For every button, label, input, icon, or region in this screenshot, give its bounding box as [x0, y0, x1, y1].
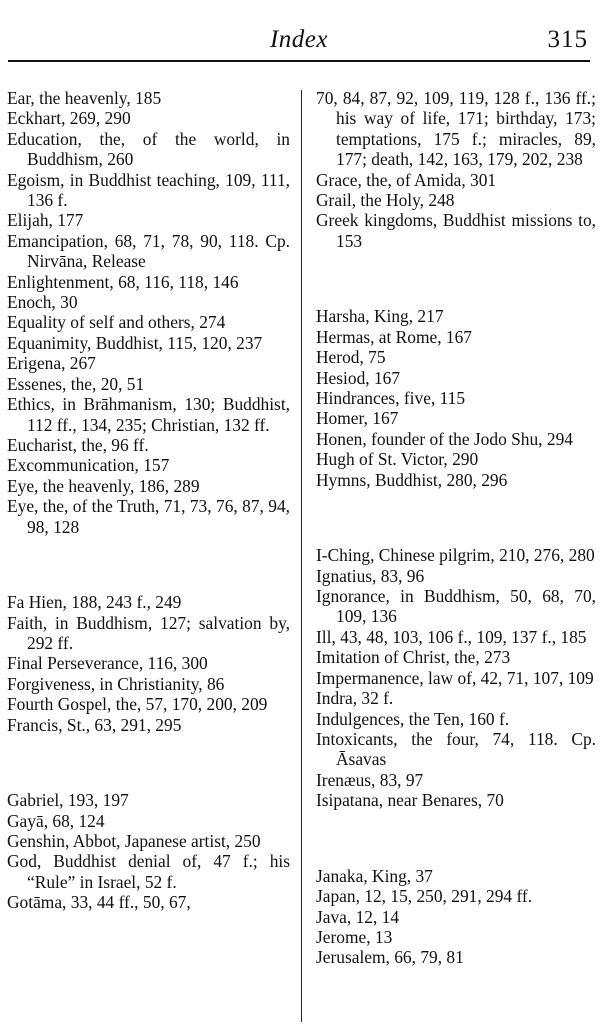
- column-divider: [301, 90, 302, 1022]
- index-entry: Isipatana, near Benares, 70: [316, 790, 504, 811]
- page-number: 315: [547, 26, 588, 53]
- index-entry: Indulgences, the Ten, 160 f.: [316, 708, 510, 729]
- index-entry: Francis, St., 63, 291, 295: [7, 714, 182, 735]
- index-entry: Hindrances, five, 115: [316, 388, 466, 409]
- index-entry: Jerome, 13: [316, 926, 393, 947]
- section-gap: [316, 507, 596, 527]
- index-entry: Ill, 43, 48, 103, 106 f., 109, 137 f., 185: [316, 626, 587, 647]
- index-entry: Gabriel, 193, 197: [7, 790, 129, 811]
- index-entry: Greek kingdoms, Buddhist missions to, 153: [316, 210, 596, 251]
- index-entry: Intoxicants, the four, 74, 118. Cp. Āsavas: [316, 728, 596, 770]
- index-entry: Enoch, 30: [7, 292, 78, 313]
- index-entry: Irenæus, 83, 97: [316, 769, 424, 790]
- index-entry: Enlightenment, 68, 116, 118, 146: [7, 271, 239, 292]
- index-entry: Hermas, at Rome, 167: [316, 326, 472, 347]
- index-entry: God, Buddhist denial of, 47 f.; his “Rule” in Israel, 52 f.: [7, 851, 290, 892]
- index-entry: Indra, 32 f.: [316, 688, 394, 709]
- index-entry: Ignorance, in Buddhism, 50, 68, 70, 109, 136: [316, 586, 596, 627]
- index-entry: Hugh of St. Victor, 290: [316, 449, 479, 470]
- index-entry: Eckhart, 269, 290: [7, 108, 131, 129]
- index-entry: Equanimity, Buddhist, 115, 120, 237: [7, 332, 263, 353]
- section-gap: [316, 828, 596, 848]
- index-column-right: [316, 88, 596, 968]
- index-entry: Imitation of Christ, the, 273: [316, 647, 511, 668]
- index-entry: Eye, the, of the Truth, 71, 73, 76, 87, 94, 98, 128: [7, 496, 290, 537]
- index-entry: 70, 84, 87, 92, 109, 119, 128 f., 136 ff.; his way of life, 171; birthday, 173; temptations, 175 f.; miracles, 89, 177; death, 142, 163, 179, 202, 238: [316, 88, 596, 170]
- index-entry: Fourth Gospel, the, 57, 170, 200, 209: [7, 694, 268, 715]
- index-entry: Hymns, Buddhist, 280, 296: [316, 469, 508, 490]
- index-entry: Excommunication, 157: [7, 455, 170, 476]
- index-entry: Grace, the, of Amida, 301: [316, 169, 497, 190]
- index-entry: Faith, in Buddhism, 127; salvation by, 292 ff.: [7, 612, 290, 653]
- index-entry: Ethics, in Brāhmanism, 130; Buddhist, 112 ff., 134, 235; Christian, 132 ff.: [7, 394, 290, 435]
- index-entry: Gayā, 68, 124: [7, 810, 105, 831]
- index-entry: Fa Hien, 188, 243 f., 249: [7, 592, 182, 613]
- index-entry: Ear, the heavenly, 185: [7, 88, 162, 108]
- section-gap: [316, 269, 596, 289]
- index-entry: Hesiod, 167: [316, 367, 401, 388]
- index-column-left: [7, 88, 290, 913]
- index-entry: Eye, the heavenly, 186, 289: [7, 475, 200, 496]
- index-entry: Grail, the Holy, 248: [316, 190, 455, 211]
- index-entry: Harsha, King, 217: [316, 306, 444, 327]
- index-entry: Erigena, 267: [7, 353, 96, 374]
- index-entry: Education, the, of the world, in Buddhism, 260: [7, 128, 290, 170]
- index-entry: Eucharist, the, 96 ff.: [7, 434, 149, 455]
- page-header: [8, 18, 590, 62]
- index-entry: Egoism, in Buddhist teaching, 109, 111, 136 f.: [7, 169, 290, 211]
- index-entry: Essenes, the, 20, 51: [7, 373, 145, 394]
- index-entry: Janaka, King, 37: [316, 865, 433, 886]
- index-entry: Jerusalem, 66, 79, 81: [316, 947, 464, 968]
- index-entry: Final Perseverance, 116, 300: [7, 653, 208, 674]
- index-entry: Elijah, 177: [7, 210, 84, 231]
- index-entry: Homer, 167: [316, 408, 399, 429]
- index-entry: Equality of self and others, 274: [7, 312, 226, 333]
- index-entry: I-Ching, Chinese pilgrim, 210, 276, 280: [316, 545, 595, 566]
- index-entry: Java, 12, 14: [316, 906, 400, 927]
- section-gap: [7, 554, 290, 574]
- index-entry: Genshin, Abbot, Japanese artist, 250: [7, 830, 261, 851]
- index-entry: Impermanence, law of, 42, 71, 107, 109: [316, 667, 594, 688]
- index-entry: Ignatius, 83, 96: [316, 565, 425, 586]
- page-title: Index: [269, 26, 329, 53]
- index-entry: Herod, 75: [316, 347, 386, 368]
- section-gap: [7, 752, 290, 772]
- index-entry: Honen, founder of the Jodo Shu, 294: [316, 428, 573, 449]
- index-entry: Forgiveness, in Christianity, 86: [7, 673, 225, 694]
- header-rule: [8, 60, 590, 62]
- index-entry: Emancipation, 68, 71, 78, 90, 118. Cp. Nirvāna, Release: [7, 230, 290, 272]
- index-entry: Gotāma, 33, 44 ff., 50, 67,: [7, 892, 191, 913]
- index-entry: Japan, 12, 15, 250, 291, 294 ff.: [316, 886, 533, 907]
